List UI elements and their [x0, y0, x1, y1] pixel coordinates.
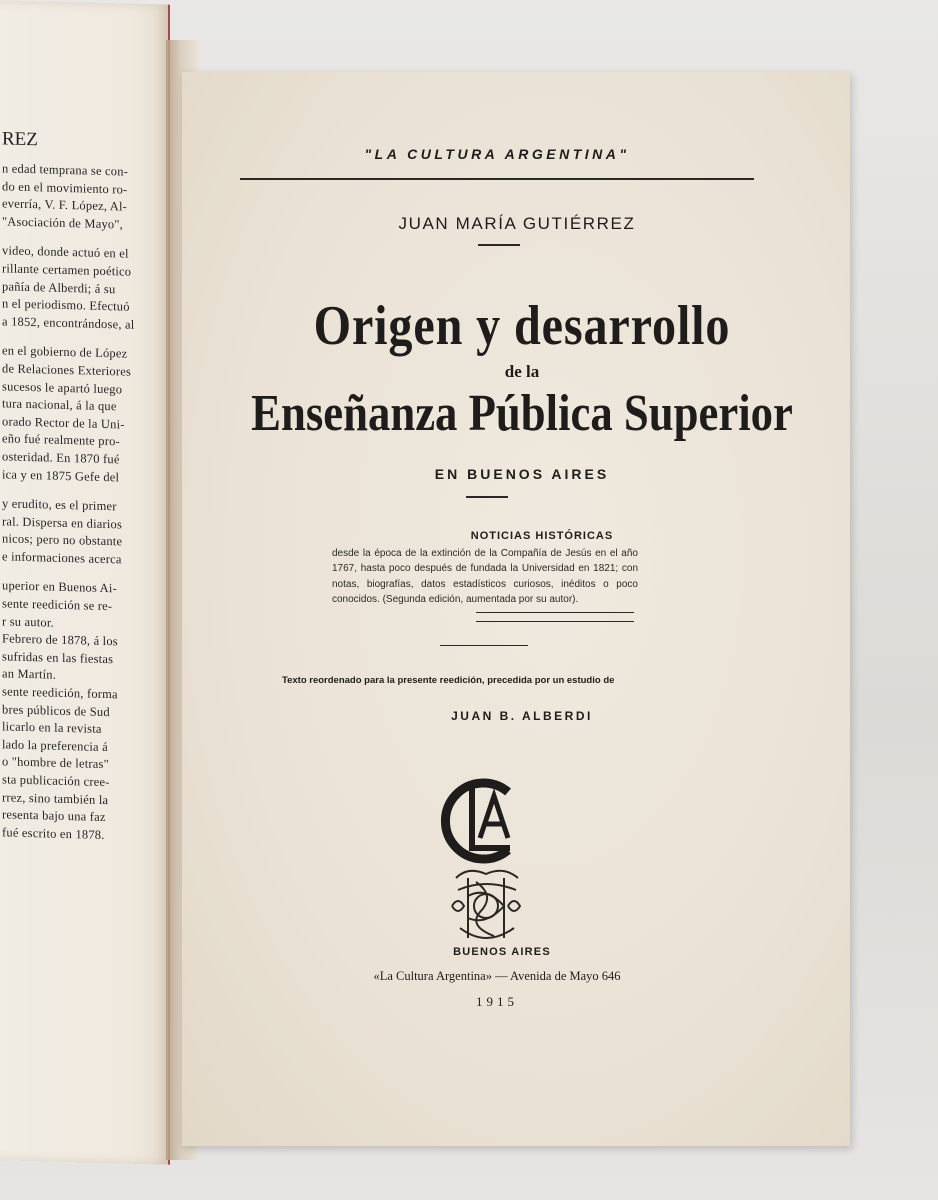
place-rule	[466, 496, 508, 498]
left-page-line: n el periodismo. Efectuó	[2, 296, 130, 314]
left-page-line: r su autor.	[2, 613, 54, 630]
left-page-line: e informaciones acerca	[2, 549, 122, 567]
left-page-line: sucesos le apartó luego	[2, 378, 123, 396]
left-page-line: fué escrito en 1878.	[2, 825, 105, 842]
left-page-line: eño fué realmente pro-	[2, 431, 120, 449]
left-page-line: rrez, sino también la	[2, 789, 109, 807]
left-page-line: licarlo en la revista	[2, 719, 102, 737]
left-page-line: y erudito, es el primer	[2, 496, 117, 514]
left-page-line: osteridad. En 1870 fué	[2, 449, 120, 467]
noticias-body: desde la época de la extinción de la Compañía de Jesús en el año 1767, hasta poco después de fundada la Universidad en 1821; con notas, biografías, datos estadísticos curiosos, inéditos o poco conocidos. (Segunda edición, aumentada por su autor).	[332, 548, 638, 606]
left-page-line: sufridas en las fiestas	[2, 649, 114, 667]
left-page-text	[2, 160, 170, 846]
left-page-line: rillante certamen poético	[2, 261, 132, 279]
left-page	[0, 0, 170, 1165]
left-page-line: resenta bajo una faz	[2, 807, 106, 825]
book-title-line2: Enseñanza Pública Superior	[251, 385, 793, 442]
left-page-line: a 1852, encontrándose, al	[2, 314, 135, 332]
left-page-line: de Relaciones Exteriores	[2, 361, 132, 379]
left-page-line: en el gobierno de López	[2, 343, 128, 361]
left-page-line: n edad temprana se con-	[2, 161, 129, 179]
book-title-connector: de la	[504, 362, 540, 381]
left-page-line: do en el movimiento ro-	[2, 178, 128, 197]
series-rule	[240, 178, 754, 180]
publisher-emblem	[438, 778, 534, 956]
left-page-line: Febrero de 1878, á los	[2, 631, 118, 649]
left-page-line: sente reedición se re-	[2, 596, 113, 614]
left-page-line: sta publicación cree-	[2, 772, 110, 790]
author-rule	[478, 244, 520, 246]
publication-year: 1915	[476, 994, 518, 1009]
left-page-line: pañía de Alberdi; á su	[2, 278, 116, 296]
left-page-line: bres públicos de Sud	[2, 701, 110, 719]
publisher-address: «La Cultura Argentina» — Avenida de Mayo 646	[373, 969, 621, 983]
left-page-line: an Martín.	[2, 666, 57, 683]
left-page-line: video, donde actuó en el	[2, 243, 129, 262]
title-page	[182, 72, 850, 1146]
left-page-line: orado Rector de la Uni-	[2, 414, 125, 432]
introducer-name: JUAN B. ALBERDI	[451, 709, 593, 723]
left-page-line: sente reedición, forma	[2, 684, 118, 702]
noticias-rule	[476, 612, 634, 622]
left-page-line: nicos; pero no obstante	[2, 531, 123, 549]
left-page-line: ral. Dispersa en diarios	[2, 514, 123, 532]
book-title-line1: Origen y desarrollo	[313, 295, 731, 357]
left-page-line: lado la preferencia á	[2, 737, 108, 754]
left-page-line: o "hombre de letras"	[2, 754, 109, 772]
left-page-line: uperior en Buenos Ai-	[2, 578, 117, 596]
publisher-city: BUENOS AIRES	[453, 946, 551, 958]
book-title-place: EN BUENOS AIRES	[434, 466, 610, 482]
noticias-heading: NOTICIAS HISTÓRICAS	[470, 530, 614, 542]
reedition-note: Texto reordenado para la presente reedición, precedida por un estudio de	[282, 675, 615, 686]
left-page-line: ica y en 1875 Gefe del	[2, 466, 120, 484]
author-name: JUAN MARÍA GUTIÉRREZ	[398, 214, 636, 233]
left-page-line: "Asociación de Mayo",	[2, 214, 123, 232]
left-page-line: tura nacional, á la que	[2, 396, 117, 414]
left-page-line: everría, V. F. López, Al-	[2, 196, 128, 214]
series-name: "LA CULTURA ARGENTINA"	[364, 146, 630, 162]
noticias-end-rule	[440, 645, 528, 646]
left-page-header: REZ	[2, 128, 38, 151]
